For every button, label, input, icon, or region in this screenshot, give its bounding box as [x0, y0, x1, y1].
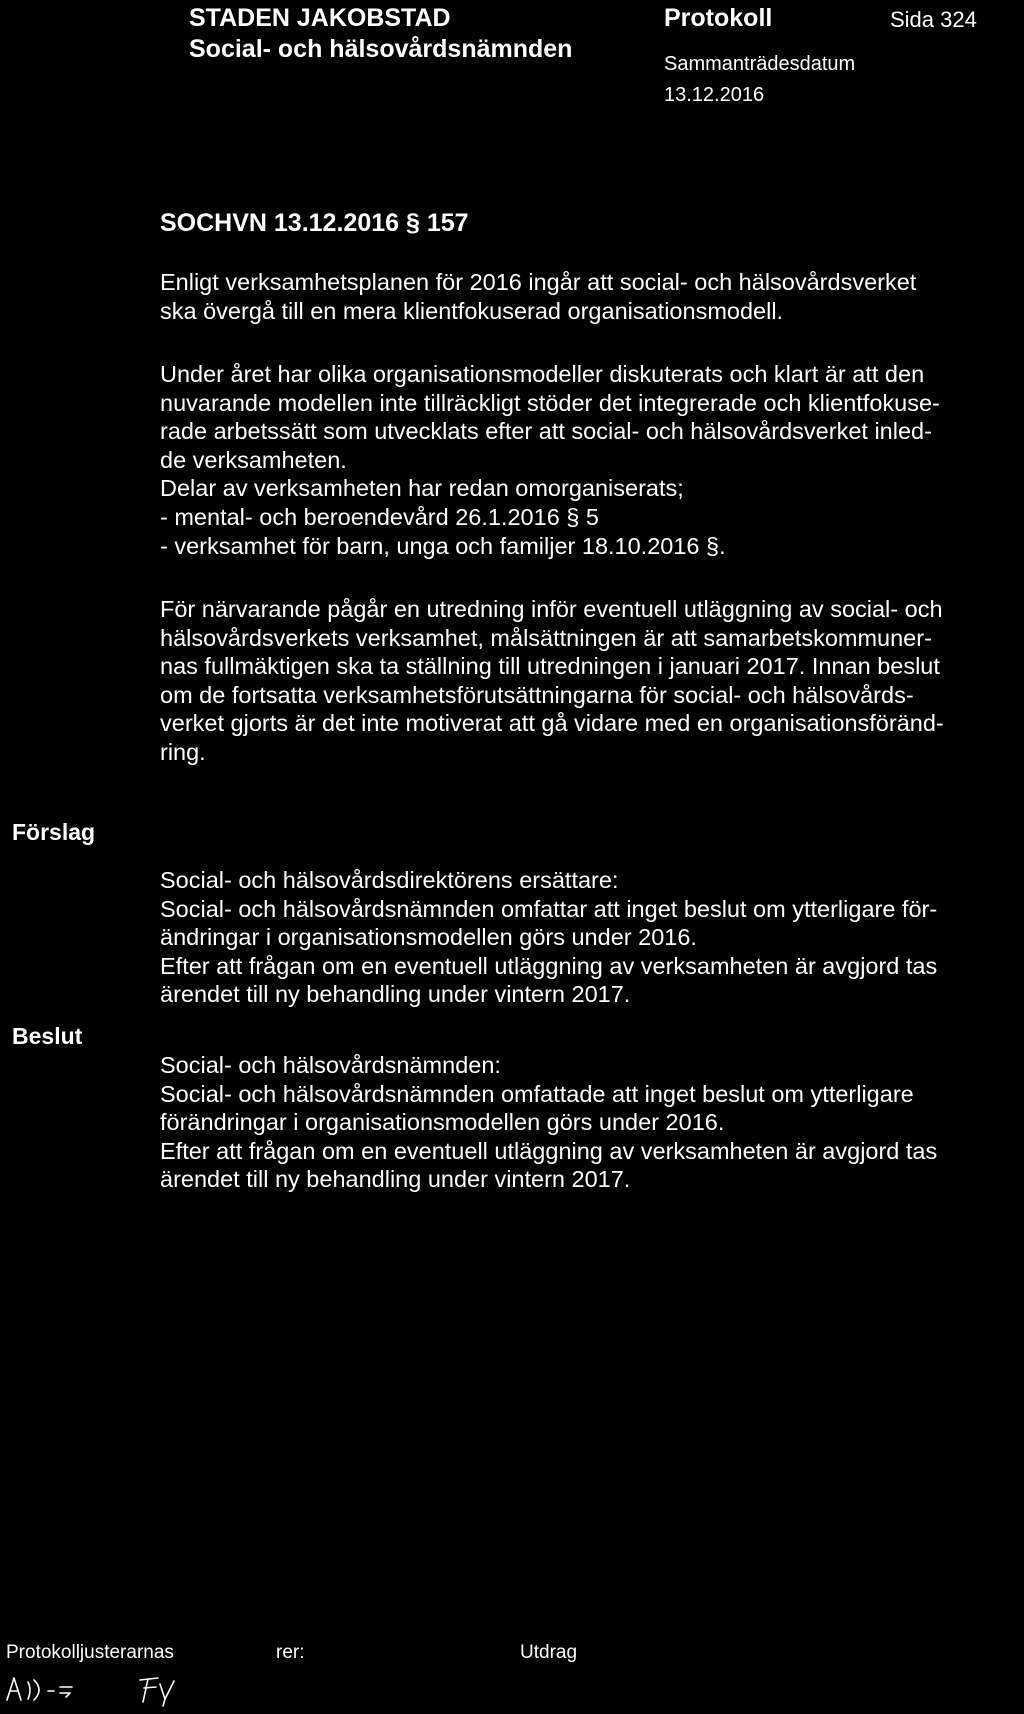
organization-name: STADEN JAKOBSTAD	[189, 4, 451, 32]
footer-extract-label: Utdrag	[520, 1642, 578, 1663]
text-line: - verksamhet för barn, unga och familjer 18.10.2016 §.	[160, 532, 726, 559]
text-line: de verksamheten.	[160, 446, 347, 473]
text-line: ärendet till ny behandling under vintern 2017.	[160, 981, 631, 1008]
signature-2	[134, 1672, 184, 1708]
signature-1	[4, 1672, 114, 1704]
section-title: SOCHVN 13.12.2016 § 157	[160, 209, 469, 237]
text-line: - mental- och beroendevård 26.1.2016 § 5	[160, 503, 599, 530]
text-line: Delar av verksamheten har redan omorganiserats;	[160, 475, 684, 502]
paragraph-2	[160, 360, 1020, 560]
text-line: nas fullmäktigen ska ta ställning till utredningen i januari 2017. Innan beslut	[160, 653, 940, 680]
text-line: Under året har olika organisationsmodeller diskuterats och klart är att den	[160, 361, 925, 387]
text-line: förändringar i organisationsmodellen görs under 2016.	[160, 1109, 725, 1136]
decision-text	[160, 1051, 1020, 1194]
document-type: Protokoll	[664, 4, 773, 32]
paragraph-1	[160, 268, 1020, 325]
proposal-text	[160, 866, 1020, 1009]
text-line: ska övergå till en mera klientfokuserad organisationsmodell.	[160, 297, 784, 324]
meeting-date-label: Sammanträdesdatum	[664, 53, 856, 75]
department-name: Social- och hälsovårdsnämnden	[189, 35, 573, 63]
text-line: Social- och hälsovårdsnämnden:	[160, 1052, 501, 1078]
text-line: Social- och hälsovårdsnämnden omfattade att inget beslut om ytterligare	[160, 1080, 914, 1107]
paragraph-3	[160, 595, 1020, 767]
text-line: ändringar i organisationsmodellen görs under 2016.	[160, 924, 697, 951]
text-line: För närvarande pågår en utredning inför eventuell utläggning av social- och	[160, 596, 943, 622]
text-line: Social- och hälsovårdsnämnden omfattar att inget beslut om ytterligare för-	[160, 895, 938, 922]
footer-adjusters-label: Protokolljusterarnas	[6, 1642, 174, 1663]
footer-mid-label: rer:	[276, 1642, 305, 1663]
text-line: om de fortsatta verksamhetsförutsättningarna för social- och hälsovårds-	[160, 681, 914, 708]
text-line: nuvarande modellen inte tillräckligt stöder det integrerade och klientfokuse-	[160, 389, 940, 416]
decision-label: Beslut	[12, 1023, 83, 1049]
text-line: Efter att frågan om en eventuell utläggning av verksamheten är avgjord tas	[160, 952, 938, 979]
text-line: hälsovårdsverkets verksamhet, målsättningen är att samarbetskommuner-	[160, 624, 932, 651]
meeting-date: 13.12.2016	[664, 84, 765, 106]
text-line: ring.	[160, 738, 206, 765]
text-line: Efter att frågan om en eventuell utläggning av verksamheten är avgjord tas	[160, 1137, 938, 1164]
text-line: ärendet till ny behandling under vintern 2017.	[160, 1166, 631, 1193]
text-line: verket gjorts är det inte motiverat att gå vidare med en organisationsföränd-	[160, 710, 944, 737]
text-line: Enligt verksamhetsplanen för 2016 ingår att social- och hälsovårdsverket	[160, 269, 917, 295]
text-line: rade arbetssätt som utvecklats efter att social- och hälsovårdsverket inled-	[160, 418, 932, 445]
page-number: Sida 324	[890, 7, 977, 32]
proposal-label: Förslag	[12, 819, 96, 845]
text-line: Social- och hälsovårdsdirektörens ersättare:	[160, 867, 619, 893]
